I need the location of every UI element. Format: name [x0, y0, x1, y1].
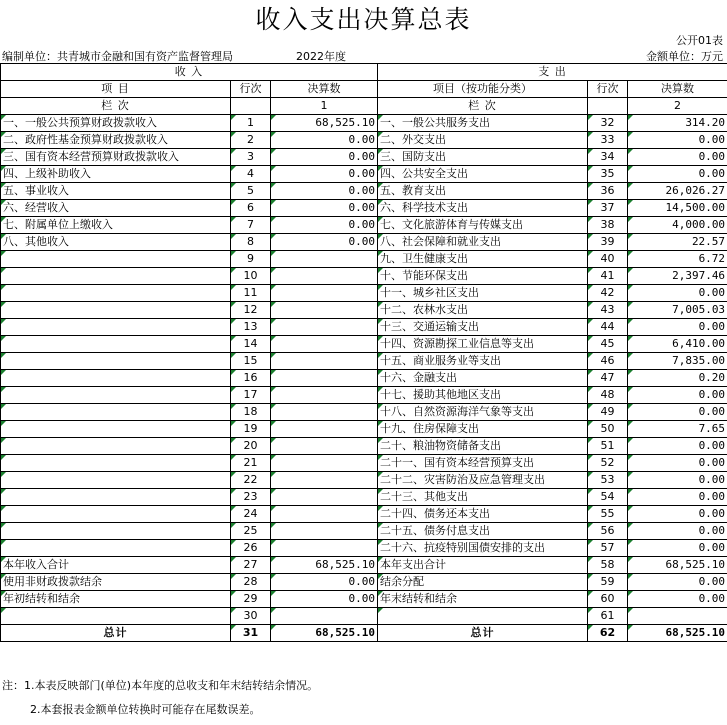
- table-row: [1, 472, 727, 489]
- expense-seq-cell: 33: [588, 132, 628, 149]
- income-section-header: 收 入: [1, 64, 378, 81]
- expense-item-cell: 八、社会保障和就业支出: [378, 234, 588, 251]
- note-2: 2.本套报表金额单位转换时可能存在尾数误差。: [30, 703, 261, 716]
- income-seq-cell: 19: [231, 421, 271, 438]
- fiscal-year: 2022年度: [296, 50, 346, 63]
- income-amount-cell: [271, 370, 378, 387]
- expense-seq-cell: 50: [588, 421, 628, 438]
- income-amount-cell: [271, 523, 378, 540]
- expense-seq-cell: 48: [588, 387, 628, 404]
- table-row: [1, 353, 727, 370]
- expense-item-cell: 二十三、其他支出: [378, 489, 588, 506]
- expense-item-cell: 十五、商业服务业等支出: [378, 353, 588, 370]
- income-item-cell: [1, 353, 231, 370]
- expense-seq-cell: 46: [588, 353, 628, 370]
- table-row: [1, 132, 727, 149]
- income-amount-cell: 0.00: [271, 574, 378, 591]
- income-seq-cell: 22: [231, 472, 271, 489]
- expense-amount-cell: 0.00: [628, 149, 727, 166]
- income-seq-cell: 16: [231, 370, 271, 387]
- income-amount-cell: 0.00: [271, 166, 378, 183]
- expense-amount-cell: 0.20: [628, 370, 727, 387]
- expense-seq-cell: 34: [588, 149, 628, 166]
- table-row: [1, 234, 727, 251]
- expense-col-label: 栏 次: [378, 98, 588, 115]
- income-seq-cell: 25: [231, 523, 271, 540]
- expense-item-cell: 二十一、国有资本经营预算支出: [378, 455, 588, 472]
- income-amount-cell: [271, 336, 378, 353]
- income-amount-cell: [271, 506, 378, 523]
- expense-item-cell: 二十六、抗疫特别国债安排的支出: [378, 540, 588, 557]
- income-amount-cell: [271, 540, 378, 557]
- table-row: [1, 251, 727, 268]
- expense-seq-cell: 60: [588, 591, 628, 608]
- expense-item-cell: 本年支出合计: [378, 557, 588, 574]
- income-item-cell: 年初结转和结余: [1, 591, 231, 608]
- expense-amount-cell: 0.00: [628, 132, 727, 149]
- income-item-cell: [1, 387, 231, 404]
- expense-seq-cell: 44: [588, 319, 628, 336]
- income-amount-cell: [271, 285, 378, 302]
- expense-item-cell: 年末结转和结余: [378, 591, 588, 608]
- income-amount-cell: 0.00: [271, 234, 378, 251]
- income-item-cell: [1, 251, 231, 268]
- expense-amount-cell: 0.00: [628, 319, 727, 336]
- expense-seq-cell: 57: [588, 540, 628, 557]
- income-amount-cell: [271, 387, 378, 404]
- expense-item-cell: 二、外交支出: [378, 132, 588, 149]
- income-amount-cell: [271, 489, 378, 506]
- table-row: [1, 540, 727, 557]
- income-item-cell: 六、经营收入: [1, 200, 231, 217]
- income-amount-cell: 0.00: [271, 149, 378, 166]
- income-amount-cell: [271, 251, 378, 268]
- expense-seq-cell: 58: [588, 557, 628, 574]
- income-item-cell: [1, 302, 231, 319]
- expense-amount-cell: 22.57: [628, 234, 727, 251]
- expense-seq-cell: 53: [588, 472, 628, 489]
- expense-amount-cell: 0.00: [628, 472, 727, 489]
- table-row: [1, 217, 727, 234]
- expense-item-cell: 十九、住房保障支出: [378, 421, 588, 438]
- income-amount-cell: [271, 319, 378, 336]
- expense-seq-cell: 47: [588, 370, 628, 387]
- note-1: 注：1.本表反映部门(单位)本年度的总收支和年末结转结余情况。: [2, 679, 319, 692]
- expense-item-cell: 二十四、债务还本支出: [378, 506, 588, 523]
- expense-amount-cell: 0.00: [628, 523, 727, 540]
- expense-seq-cell: 41: [588, 268, 628, 285]
- expense-seq-cell: 43: [588, 302, 628, 319]
- income-amount-cell: 0.00: [271, 132, 378, 149]
- expense-item-cell: 十、节能环保支出: [378, 268, 588, 285]
- income-amount-cell: 0.00: [271, 217, 378, 234]
- income-amount-cell: [271, 608, 378, 625]
- expense-seq-blank: [588, 98, 628, 115]
- income-item-cell: 一、一般公共预算财政拨款收入: [1, 115, 231, 132]
- expense-item-cell: 七、文化旅游体育与传媒支出: [378, 217, 588, 234]
- expense-amount-cell: 0.00: [628, 387, 727, 404]
- income-item-header: 项 目: [1, 81, 231, 98]
- income-item-cell: [1, 319, 231, 336]
- expense-item-cell: 十四、资源勘探工业信息等支出: [378, 336, 588, 353]
- expense-amount-header: 决算数: [628, 81, 727, 98]
- expense-amount-cell: [628, 608, 727, 625]
- expense-seq-cell: 42: [588, 285, 628, 302]
- expense-amount-cell: 0.00: [628, 591, 727, 608]
- expense-amount-cell: 314.20: [628, 115, 727, 132]
- income-seq-cell: 18: [231, 404, 271, 421]
- income-item-cell: [1, 489, 231, 506]
- table-row: [1, 574, 727, 591]
- table-row: [1, 302, 727, 319]
- income-seq-cell: 6: [231, 200, 271, 217]
- income-amount-cell: 68,525.10: [271, 625, 378, 642]
- income-item-cell: [1, 404, 231, 421]
- income-item-cell: 本年收入合计: [1, 557, 231, 574]
- expense-seq-cell: 45: [588, 336, 628, 353]
- income-amount-cell: 68,525.10: [271, 115, 378, 132]
- expense-amount-cell: 6,410.00: [628, 336, 727, 353]
- income-amount-cell: [271, 353, 378, 370]
- income-amount-cell: [271, 268, 378, 285]
- income-seq-cell: 20: [231, 438, 271, 455]
- column-index-row: [1, 98, 727, 115]
- table-row: [1, 438, 727, 455]
- expense-seq-cell: 59: [588, 574, 628, 591]
- income-amount-header: 决算数: [271, 81, 378, 98]
- expense-seq-cell: 52: [588, 455, 628, 472]
- expense-seq-cell: 54: [588, 489, 628, 506]
- income-col-number: 1: [271, 98, 378, 115]
- income-seq-cell: 8: [231, 234, 271, 251]
- income-item-cell: [1, 268, 231, 285]
- expense-seq-cell: 61: [588, 608, 628, 625]
- reporting-unit: 编制单位：共青城市金融和国有资产监督管理局: [2, 50, 233, 63]
- table-row: [1, 455, 727, 472]
- expense-item-cell: 二十二、灾害防治及应急管理支出: [378, 472, 588, 489]
- income-seq-cell: 17: [231, 387, 271, 404]
- income-item-cell: [1, 472, 231, 489]
- income-item-cell: [1, 421, 231, 438]
- expense-seq-cell: 32: [588, 115, 628, 132]
- expense-seq-cell: 62: [588, 625, 628, 642]
- expense-amount-cell: 14,500.00: [628, 200, 727, 217]
- table-row: [1, 404, 727, 421]
- income-item-cell: [1, 455, 231, 472]
- income-seq-cell: 26: [231, 540, 271, 557]
- section-header-row: [1, 64, 727, 81]
- table-row: [1, 370, 727, 387]
- income-item-cell: [1, 336, 231, 353]
- expense-item-header: 项目（按功能分类）: [378, 81, 588, 98]
- income-seq-cell: 2: [231, 132, 271, 149]
- income-item-cell: [1, 370, 231, 387]
- table-row: [1, 166, 727, 183]
- table-row: [1, 506, 727, 523]
- table-row: [1, 149, 727, 166]
- income-seq-cell: 3: [231, 149, 271, 166]
- income-seq-cell: 30: [231, 608, 271, 625]
- income-seq-cell: 5: [231, 183, 271, 200]
- table-row: [1, 387, 727, 404]
- income-amount-cell: 0.00: [271, 183, 378, 200]
- income-seq-blank: [231, 98, 271, 115]
- income-item-cell: [1, 438, 231, 455]
- expense-item-cell: 九、卫生健康支出: [378, 251, 588, 268]
- income-item-cell: [1, 285, 231, 302]
- income-item-cell: [1, 523, 231, 540]
- currency-unit: 金额单位：万元: [646, 50, 723, 63]
- expense-amount-cell: 0.00: [628, 540, 727, 557]
- expense-amount-cell: 0.00: [628, 404, 727, 421]
- table-row: [1, 268, 727, 285]
- income-seq-cell: 28: [231, 574, 271, 591]
- table-row: [1, 523, 727, 540]
- expense-seq-cell: 38: [588, 217, 628, 234]
- expense-amount-cell: 68,525.10: [628, 557, 727, 574]
- income-seq-cell: 24: [231, 506, 271, 523]
- income-seq-cell: 7: [231, 217, 271, 234]
- table-row: [1, 608, 727, 625]
- table-row: [1, 115, 727, 132]
- table-row: [1, 200, 727, 217]
- income-item-cell: 总计: [1, 625, 231, 642]
- expense-col-number: 2: [628, 98, 727, 115]
- expense-amount-cell: 26,026.27: [628, 183, 727, 200]
- table-row: [1, 591, 727, 608]
- table-row: [1, 183, 727, 200]
- income-amount-cell: [271, 472, 378, 489]
- expense-item-cell: 二十、粮油物资储备支出: [378, 438, 588, 455]
- income-seq-cell: 15: [231, 353, 271, 370]
- income-amount-cell: [271, 421, 378, 438]
- table-row: [1, 319, 727, 336]
- income-seq-cell: 21: [231, 455, 271, 472]
- table-row: [1, 421, 727, 438]
- table-row: [1, 489, 727, 506]
- expense-amount-cell: 2,397.46: [628, 268, 727, 285]
- income-item-cell: [1, 540, 231, 557]
- expense-item-cell: 四、公共安全支出: [378, 166, 588, 183]
- expense-item-cell: 十八、自然资源海洋气象等支出: [378, 404, 588, 421]
- income-col-label: 栏 次: [1, 98, 231, 115]
- income-item-cell: 使用非财政拨款结余: [1, 574, 231, 591]
- expense-seq-cell: 39: [588, 234, 628, 251]
- expense-seq-cell: 40: [588, 251, 628, 268]
- expense-seq-cell: 55: [588, 506, 628, 523]
- income-item-cell: [1, 608, 231, 625]
- income-seq-cell: 10: [231, 268, 271, 285]
- expense-amount-cell: 7,835.00: [628, 353, 727, 370]
- expense-amount-cell: 0.00: [628, 285, 727, 302]
- expense-amount-cell: 0.00: [628, 489, 727, 506]
- income-item-cell: 四、上级补助收入: [1, 166, 231, 183]
- expense-item-cell: 总计: [378, 625, 588, 642]
- expense-seq-cell: 49: [588, 404, 628, 421]
- income-seq-cell: 31: [231, 625, 271, 642]
- expense-amount-cell: 0.00: [628, 574, 727, 591]
- income-amount-cell: 0.00: [271, 591, 378, 608]
- expense-item-cell: 一、一般公共服务支出: [378, 115, 588, 132]
- income-seq-cell: 27: [231, 557, 271, 574]
- budget-summary-table: [0, 63, 727, 642]
- expense-seq-cell: 51: [588, 438, 628, 455]
- expense-amount-cell: 0.00: [628, 506, 727, 523]
- expense-seq-cell: 37: [588, 200, 628, 217]
- expense-item-cell: [378, 608, 588, 625]
- expense-item-cell: 十七、援助其他地区支出: [378, 387, 588, 404]
- expense-amount-cell: 68,525.10: [628, 625, 727, 642]
- expense-amount-cell: 7,005.03: [628, 302, 727, 319]
- income-amount-cell: [271, 438, 378, 455]
- expense-amount-cell: 6.72: [628, 251, 727, 268]
- page-title: 收入支出决算总表: [255, 5, 472, 34]
- expense-item-cell: 十六、金融支出: [378, 370, 588, 387]
- income-amount-cell: 68,525.10: [271, 557, 378, 574]
- income-seq-cell: 4: [231, 166, 271, 183]
- total-row: [1, 625, 727, 642]
- expense-item-cell: 五、教育支出: [378, 183, 588, 200]
- expense-amount-cell: 0.00: [628, 438, 727, 455]
- income-item-cell: [1, 506, 231, 523]
- expense-item-cell: 六、科学技术支出: [378, 200, 588, 217]
- expense-amount-cell: 0.00: [628, 455, 727, 472]
- income-seq-cell: 23: [231, 489, 271, 506]
- income-seq-header: 行次: [231, 81, 271, 98]
- expense-item-cell: 二十五、债务付息支出: [378, 523, 588, 540]
- income-item-cell: 三、国有资本经营预算财政拨款收入: [1, 149, 231, 166]
- expense-item-cell: 十一、城乡社区支出: [378, 285, 588, 302]
- expense-amount-cell: 0.00: [628, 166, 727, 183]
- income-seq-cell: 12: [231, 302, 271, 319]
- income-item-cell: 八、其他收入: [1, 234, 231, 251]
- form-number: 公开01表: [676, 34, 723, 47]
- income-seq-cell: 1: [231, 115, 271, 132]
- income-seq-cell: 29: [231, 591, 271, 608]
- income-amount-cell: [271, 404, 378, 421]
- expense-amount-cell: 4,000.00: [628, 217, 727, 234]
- expense-item-cell: 十二、农林水支出: [378, 302, 588, 319]
- expense-seq-cell: 35: [588, 166, 628, 183]
- income-amount-cell: 0.00: [271, 200, 378, 217]
- income-amount-cell: [271, 302, 378, 319]
- expense-item-cell: 十三、交通运输支出: [378, 319, 588, 336]
- income-item-cell: 七、附属单位上缴收入: [1, 217, 231, 234]
- table-row: [1, 557, 727, 574]
- table-row: [1, 336, 727, 353]
- income-item-cell: 五、事业收入: [1, 183, 231, 200]
- expense-item-cell: 三、国防支出: [378, 149, 588, 166]
- income-amount-cell: [271, 455, 378, 472]
- column-header-row: [1, 81, 727, 98]
- expense-seq-header: 行次: [588, 81, 628, 98]
- expense-item-cell: 结余分配: [378, 574, 588, 591]
- expense-seq-cell: 36: [588, 183, 628, 200]
- table-row: [1, 285, 727, 302]
- expense-section-header: 支 出: [378, 64, 727, 81]
- income-seq-cell: 9: [231, 251, 271, 268]
- income-seq-cell: 11: [231, 285, 271, 302]
- expense-seq-cell: 56: [588, 523, 628, 540]
- income-seq-cell: 13: [231, 319, 271, 336]
- income-seq-cell: 14: [231, 336, 271, 353]
- income-item-cell: 二、政府性基金预算财政拨款收入: [1, 132, 231, 149]
- expense-amount-cell: 7.65: [628, 421, 727, 438]
